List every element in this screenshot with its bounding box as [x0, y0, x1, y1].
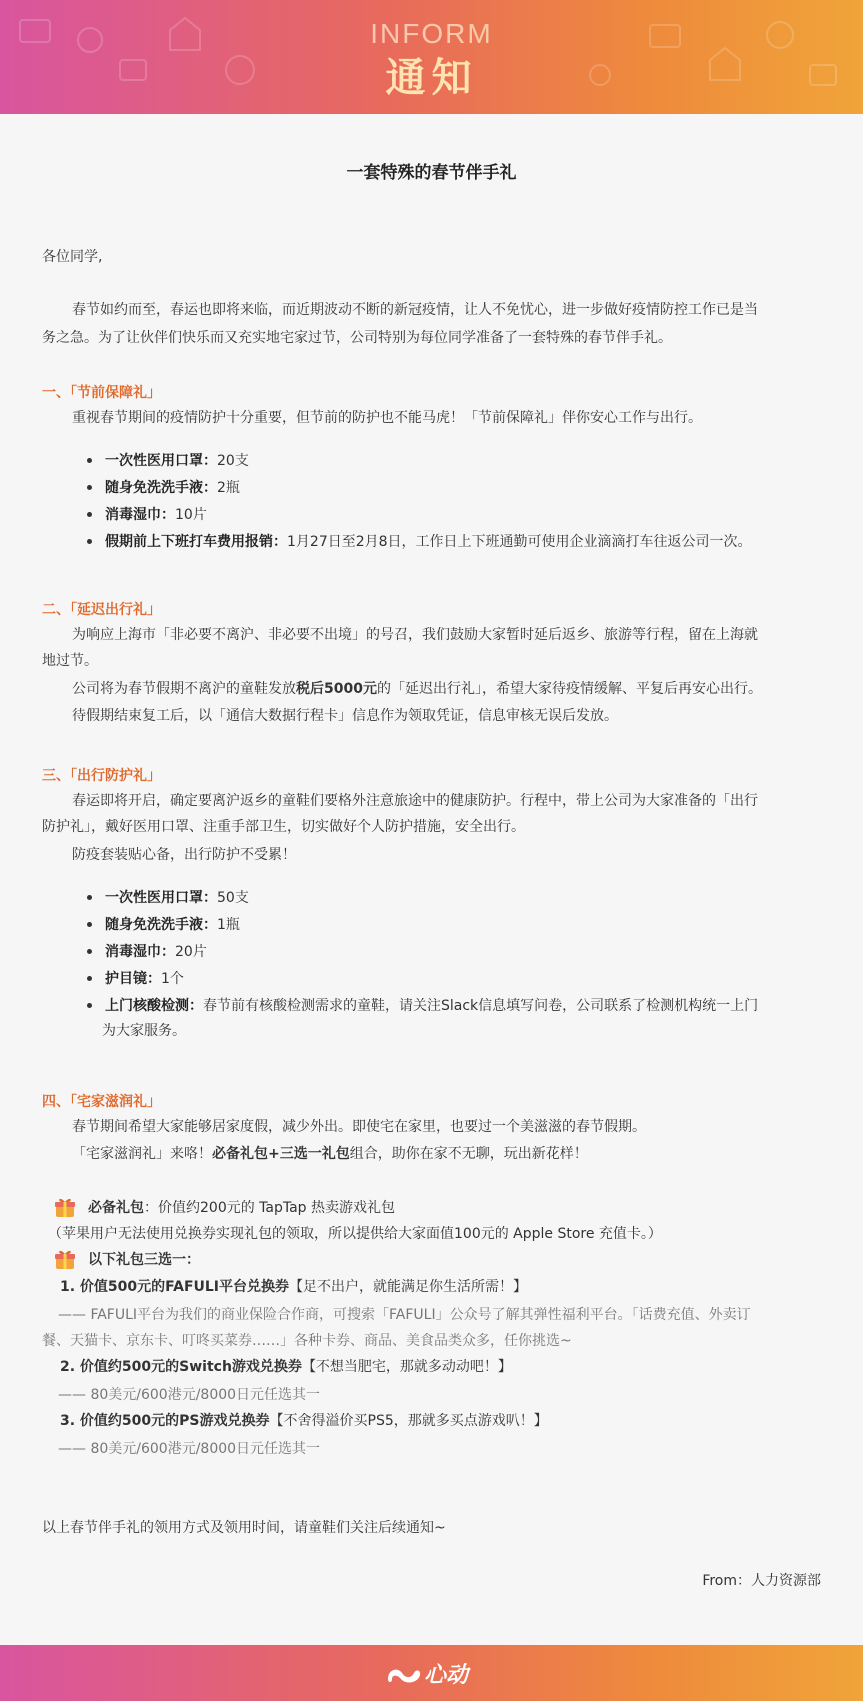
gift-icon — [54, 1248, 76, 1270]
list-item: 护目镜：1个 — [105, 968, 184, 988]
section-2-title: 二、「延迟出行礼」 — [42, 602, 161, 618]
must-have-package: 必备礼包：价值约200元的 TapTap 热卖游戏礼包 — [88, 1200, 396, 1216]
section-3-line-1: 春运即将开启，确定要离沪返乡的童鞋们要格外注意旅途中的健康防护。行程中，带上公司为大家准备的「出行 — [72, 793, 758, 809]
header-title-en: INFORM — [370, 18, 493, 49]
header-banner — [0, 0, 863, 114]
section-3-title: 三、「出行防护礼」 — [42, 768, 161, 784]
list-item: 假期前上下班打车费用报销：1月27日至2月8日，工作日上下班通勤可使用企业滴滴打车往返公司一次。 — [105, 531, 752, 551]
page-title: 一套特殊的春节伴手礼 — [346, 163, 517, 183]
option-2-title: 2. 价值约500元的Switch游戏兑换券【不想当肥宅，那就多动动吧！】 — [60, 1359, 512, 1375]
section-4-line-1: 春节期间希望大家能够居家度假，减少外出。即使宅在家里，也要过一个美滋滋的春节假期。 — [72, 1119, 646, 1135]
xd-logo-icon — [384, 1661, 424, 1687]
section-2-line-3: 公司将为春节假期不离沪的童鞋发放税后5000元的「延迟出行礼」，希望大家待疫情缓解、平复后再安心出行。 — [72, 681, 762, 697]
gift-icon — [54, 1196, 76, 1218]
option-1-desc-1: —— FAFULI平台为我们的商业保险合作商，可搜索「FAFULI」公众号了解其弹性福利平台。「话费充值、外卖订 — [58, 1307, 751, 1323]
footer-banner — [0, 1645, 863, 1701]
intro-line-2: 务之急。为了让伙伴们快乐而又充实地宅家过节，公司特别为每位同学准备了一套特殊的春节伴手礼。 — [42, 330, 672, 346]
section-4-title: 四、「宅家滋润礼」 — [42, 1094, 161, 1110]
list-item: 随身免洗洗手液：1瓶 — [105, 914, 240, 934]
list-item-continuation: 为大家服务。 — [102, 1023, 186, 1039]
list-item: 一次性医用口罩：20支 — [105, 450, 249, 470]
option-1-desc-2: 餐、天猫卡、京东卡、叮咚买菜券……」各种卡券、商品、美食品类众多，任你挑选~ — [42, 1333, 572, 1349]
list-item: 随身免洗洗手液：2瓶 — [105, 477, 240, 497]
section-2-line-2: 地过节。 — [42, 653, 98, 669]
section-2-line-1: 为响应上海市「非必要不离沪、非必要不出境」的号召，我们鼓励大家暂时延后返乡、旅游等行程，留在上海就 — [72, 627, 758, 643]
header-title-cn: 通知 — [385, 55, 478, 101]
option-1-title: 1. 价值500元的FAFULI平台兑换券【足不出户，就能满足你生活所需！】 — [60, 1279, 528, 1295]
option-3-desc: —— 80美元/600港元/8000日元任选其一 — [58, 1441, 321, 1457]
list-item: 上门核酸检测：春节前有核酸检测需求的童鞋，请关注Slack信息填写问卷，公司联系了检测机构统一上门 — [105, 995, 758, 1015]
footer-logo-text: 心动 — [424, 1663, 469, 1688]
list-item: 一次性医用口罩：50支 — [105, 887, 249, 907]
list-item: 消毒湿巾：10片 — [105, 504, 207, 524]
section-1-desc: 重视春节期间的疫情防护十分重要，但节前的防护也不能马虎！「节前保障礼」伴你安心工作与出行。 — [72, 410, 702, 426]
list-item: 消毒湿巾：20片 — [105, 941, 207, 961]
section-3-line-3: 防疫套装贴心备，出行防护不受累！ — [72, 847, 296, 863]
section-2-line-4: 待假期结束复工后，以「通信大数据行程卡」信息作为领取凭证，信息审核无误后发放。 — [72, 708, 618, 724]
signature: From：人力资源部 — [702, 1573, 821, 1589]
closing-text: 以上春节伴手礼的领用方式及领用时间，请童鞋们关注后续通知~ — [42, 1520, 446, 1536]
intro-line-1: 春节如约而至，春运也即将来临，而近期波动不断的新冠疫情，让人不免忧心，进一步做好疫情防控工作已是当 — [72, 302, 758, 318]
section-4-line-2: 「宅家滋润礼」来咯！必备礼包+三选一礼包组合，助你在家不无聊，玩出新花样！ — [72, 1146, 588, 1162]
section-3-line-2: 防护礼」，戴好医用口罩、注重手部卫生，切实做好个人防护措施，安全出行。 — [42, 819, 525, 835]
option-3-title: 3. 价值约500元的PS游戏兑换券【不舍得溢价买PS5，那就多买点游戏叭！】 — [60, 1413, 548, 1429]
option-2-desc: —— 80美元/600港元/8000日元任选其一 — [58, 1387, 321, 1403]
section-1-title: 一、「节前保障礼」 — [42, 385, 161, 401]
greeting: 各位同学, — [42, 249, 103, 265]
must-have-note: （苹果用户无法使用兑换券实现礼包的领取，所以提供给大家面值100元的 Apple Store 充值卡。） — [48, 1226, 662, 1242]
choose-one-label: 以下礼包三选一： — [88, 1252, 200, 1268]
